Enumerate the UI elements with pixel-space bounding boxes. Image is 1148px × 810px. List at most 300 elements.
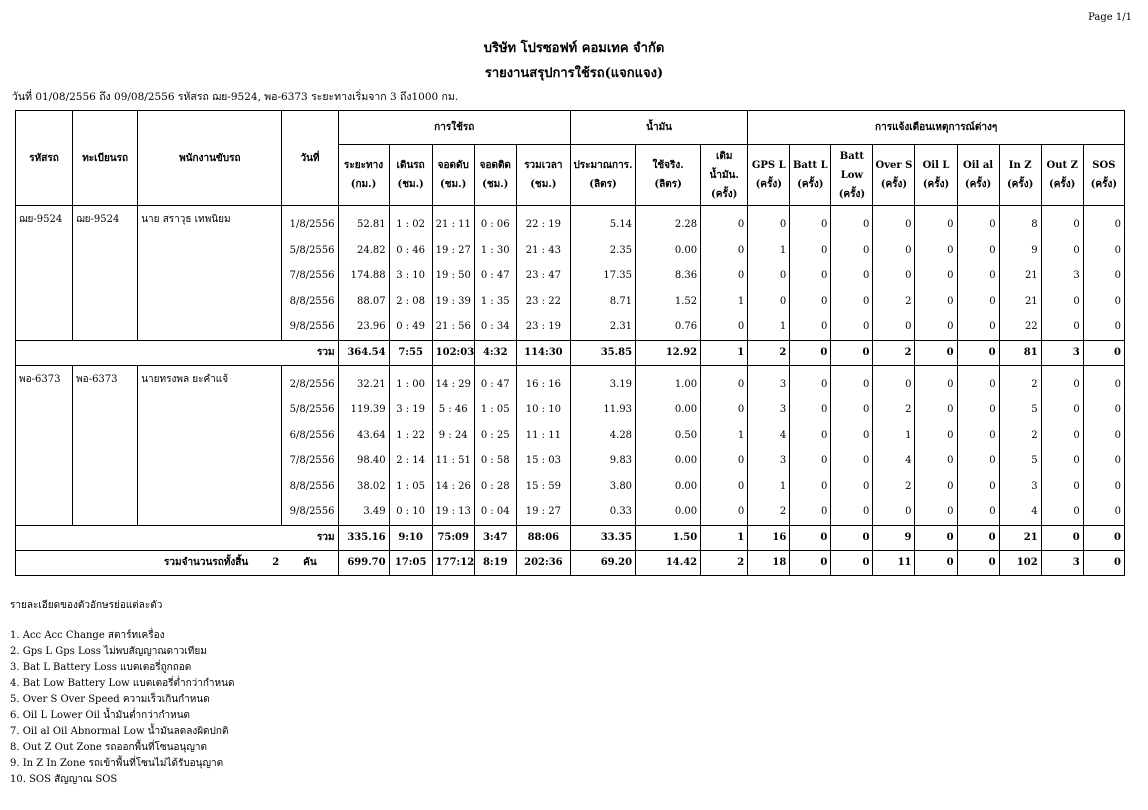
value-cell: 0.00: [636, 397, 701, 423]
value-cell: 0: [957, 238, 999, 264]
value-cell: 0: [957, 314, 999, 340]
table-row: [16, 206, 1125, 238]
value-cell: 4: [999, 499, 1041, 525]
driver-cell: นายทรงพล ยะคำแจ้: [138, 365, 282, 525]
value-cell: 9 : 24: [432, 423, 474, 449]
subtotal-value: 0: [831, 340, 873, 365]
value-cell: 52.81: [338, 206, 389, 238]
plate-cell: พอ-6373: [73, 365, 138, 525]
subtotal-value: 3:47: [474, 525, 516, 550]
value-cell: 0 : 58: [474, 448, 516, 474]
date-cell: 5/8/2556: [282, 238, 338, 264]
value-cell: 0: [701, 397, 748, 423]
grand-total-row: [16, 550, 1125, 575]
value-cell: 0: [790, 289, 831, 315]
value-cell: 0: [831, 238, 873, 264]
subtotal-value: 2: [873, 340, 915, 365]
header-vehicle-code: รหัสรถ: [16, 111, 73, 206]
subtotal-value: 1.50: [636, 525, 701, 550]
header-driving-time: เดินรถ (ชม.): [389, 145, 432, 206]
header-alert-sos: SOS (ครั้ง): [1083, 145, 1124, 206]
value-cell: 0: [748, 289, 790, 315]
value-cell: 1 : 30: [474, 238, 516, 264]
value-cell: 0: [831, 397, 873, 423]
value-cell: 3.80: [570, 474, 635, 500]
date-cell: 1/8/2556: [282, 206, 338, 238]
header-alert-batt-l: Batt L (ครั้ง): [790, 145, 831, 206]
value-cell: 1 : 02: [389, 206, 432, 238]
value-cell: 19 : 27: [516, 499, 570, 525]
value-cell: 0: [1083, 206, 1124, 238]
header-alert-batt-low: Batt Low (ครั้ง): [831, 145, 873, 206]
page-number: Page 1/1: [1088, 12, 1132, 23]
value-cell: 21: [999, 263, 1041, 289]
vehicle-code-cell: ฌย-9524: [16, 206, 73, 341]
value-cell: 0: [790, 365, 831, 397]
notes-list: [10, 628, 234, 788]
header-fuel-group: น้ำมัน: [570, 111, 747, 145]
subtotal-value: 102:03: [432, 340, 474, 365]
date-cell: 7/8/2556: [282, 263, 338, 289]
grand-total-value: 8:19: [474, 550, 516, 575]
value-cell: 0: [1083, 314, 1124, 340]
note-item: 4. Bat Low Battery Low แบตเตอรี่ต่ำกว่ากำหนด: [10, 678, 235, 689]
value-cell: 0 : 06: [474, 206, 516, 238]
value-cell: 0 : 46: [389, 238, 432, 264]
header-alert-over-s: Over S (ครั้ง): [873, 145, 915, 206]
value-cell: 0: [1083, 448, 1124, 474]
value-cell: 0: [873, 206, 915, 238]
grand-total-unit: คัน: [303, 557, 317, 568]
value-cell: 88.07: [338, 289, 389, 315]
subtotal-value: 0: [957, 525, 999, 550]
subtotal-value: 75:09: [432, 525, 474, 550]
subtotal-value: 0: [790, 525, 831, 550]
subtotal-value: 33.35: [570, 525, 635, 550]
value-cell: 0.00: [636, 499, 701, 525]
grand-total-value: 11: [873, 550, 915, 575]
grand-total-value: 0: [790, 550, 831, 575]
value-cell: 0.00: [636, 238, 701, 264]
value-cell: 0 : 49: [389, 314, 432, 340]
subtotal-value: 7:55: [389, 340, 432, 365]
value-cell: 0: [957, 474, 999, 500]
driver-cell: นาย สราวุธ เทพนิยม: [138, 206, 282, 341]
value-cell: 3.19: [570, 365, 635, 397]
value-cell: 3.49: [338, 499, 389, 525]
value-cell: 0: [790, 423, 831, 449]
value-cell: 0: [1083, 397, 1124, 423]
value-cell: 0: [1083, 238, 1124, 264]
value-cell: 0 : 28: [474, 474, 516, 500]
value-cell: 0: [1041, 499, 1083, 525]
value-cell: 2: [873, 289, 915, 315]
value-cell: 1 : 22: [389, 423, 432, 449]
subtotal-value: 335.16: [338, 525, 389, 550]
subtotal-value: 0: [831, 525, 873, 550]
value-cell: 3: [1041, 263, 1083, 289]
value-cell: 21: [999, 289, 1041, 315]
value-cell: 22: [999, 314, 1041, 340]
subtotal-value: 35.85: [570, 340, 635, 365]
value-cell: 2 : 08: [389, 289, 432, 315]
value-cell: 4: [873, 448, 915, 474]
header-alert-group: การแจ้งเตือนเหตุการณ์ต่างๆ: [748, 111, 1125, 145]
value-cell: 0: [957, 448, 999, 474]
date-cell: 7/8/2556: [282, 448, 338, 474]
value-cell: 2.31: [570, 314, 635, 340]
value-cell: 5.14: [570, 206, 635, 238]
value-cell: 0: [701, 206, 748, 238]
value-cell: 8: [999, 206, 1041, 238]
value-cell: 21 : 56: [432, 314, 474, 340]
value-cell: 0: [748, 206, 790, 238]
subtotal-value: 21: [999, 525, 1041, 550]
value-cell: 1 : 05: [474, 397, 516, 423]
value-cell: 0: [790, 397, 831, 423]
table-row: [16, 365, 1125, 397]
subtotal-value: 0: [1083, 525, 1124, 550]
value-cell: 0: [831, 263, 873, 289]
value-cell: 0: [1041, 314, 1083, 340]
value-cell: 3: [748, 365, 790, 397]
value-cell: 174.88: [338, 263, 389, 289]
subtotal-label: รวม: [16, 340, 339, 365]
report-criteria: วันที่ 01/08/2556 ถึง 09/08/2556 รหัสรถ ฌย-9524, พอ-6373 ระยะทางเริ่มจาก 3 ถึง1000 กม.: [12, 91, 459, 103]
value-cell: 0: [748, 263, 790, 289]
value-cell: 5: [999, 448, 1041, 474]
subtotal-value: 12.92: [636, 340, 701, 365]
value-cell: 3: [748, 397, 790, 423]
value-cell: 0: [957, 423, 999, 449]
value-cell: 0: [701, 263, 748, 289]
value-cell: 38.02: [338, 474, 389, 500]
value-cell: 0: [790, 263, 831, 289]
value-cell: 2.28: [636, 206, 701, 238]
value-cell: 11 : 51: [432, 448, 474, 474]
value-cell: 0: [915, 289, 957, 315]
value-cell: 8.71: [570, 289, 635, 315]
vehicle-code-cell: พอ-6373: [16, 365, 73, 525]
value-cell: 19 : 50: [432, 263, 474, 289]
value-cell: 5: [999, 397, 1041, 423]
value-cell: 4.28: [570, 423, 635, 449]
subtotal-value: 0: [957, 340, 999, 365]
value-cell: 1: [873, 423, 915, 449]
value-cell: 1.52: [636, 289, 701, 315]
value-cell: 0: [1041, 397, 1083, 423]
value-cell: 0: [831, 206, 873, 238]
grand-total-value: 14.42: [636, 550, 701, 575]
value-cell: 0 : 34: [474, 314, 516, 340]
value-cell: 0: [790, 474, 831, 500]
subtotal-value: 2: [748, 340, 790, 365]
header-alert-out-z: Out Z (ครั้ง): [1041, 145, 1083, 206]
value-cell: 119.39: [338, 397, 389, 423]
value-cell: 23 : 47: [516, 263, 570, 289]
header-total-time: รวมเวลา (ชม.): [516, 145, 570, 206]
value-cell: 1: [748, 238, 790, 264]
subtotal-label: รวม: [16, 525, 339, 550]
value-cell: 0: [915, 499, 957, 525]
value-cell: 0: [1041, 365, 1083, 397]
grand-total-value: 3: [1041, 550, 1083, 575]
value-cell: 0: [1083, 423, 1124, 449]
value-cell: 0: [1083, 365, 1124, 397]
subtotal-value: 1: [701, 340, 748, 365]
value-cell: 0: [831, 289, 873, 315]
value-cell: 11 : 11: [516, 423, 570, 449]
value-cell: 0: [1041, 448, 1083, 474]
value-cell: 0: [915, 397, 957, 423]
header-idle-engine-on: จอดติด (ชม.): [474, 145, 516, 206]
value-cell: 43.64: [338, 423, 389, 449]
value-cell: 14 : 29: [432, 365, 474, 397]
value-cell: 14 : 26: [432, 474, 474, 500]
value-cell: 4: [748, 423, 790, 449]
grand-total-value: 69.20: [570, 550, 635, 575]
subtotal-value: 88:06: [516, 525, 570, 550]
value-cell: 0: [873, 499, 915, 525]
date-cell: 8/8/2556: [282, 289, 338, 315]
grand-total-value: 0: [831, 550, 873, 575]
header-refuel-count: เติม น้ำมัน. (ครั้ง): [701, 145, 748, 206]
value-cell: 0: [701, 474, 748, 500]
value-cell: 0: [701, 238, 748, 264]
value-cell: 0: [1041, 206, 1083, 238]
value-cell: 17.35: [570, 263, 635, 289]
subtotal-row: [16, 525, 1125, 550]
value-cell: 2: [999, 423, 1041, 449]
value-cell: 0: [790, 499, 831, 525]
value-cell: 0: [831, 423, 873, 449]
value-cell: 0: [915, 206, 957, 238]
value-cell: 21 : 43: [516, 238, 570, 264]
subtotal-value: 364.54: [338, 340, 389, 365]
subtotal-value: 9: [873, 525, 915, 550]
value-cell: 0: [957, 289, 999, 315]
grand-total-value: 202:36: [516, 550, 570, 575]
value-cell: 0: [915, 263, 957, 289]
value-cell: 0: [957, 206, 999, 238]
grand-total-value: 18: [748, 550, 790, 575]
abbreviation-notes: [10, 598, 234, 788]
subtotal-value: 4:32: [474, 340, 516, 365]
value-cell: 0: [957, 499, 999, 525]
value-cell: 0: [873, 263, 915, 289]
value-cell: 1.00: [636, 365, 701, 397]
header-fuel-estimate: ประมาณการ. (ลิตร): [570, 145, 635, 206]
value-cell: 98.40: [338, 448, 389, 474]
value-cell: 24.82: [338, 238, 389, 264]
value-cell: 0: [790, 448, 831, 474]
value-cell: 0.50: [636, 423, 701, 449]
subtotal-value: 0: [1041, 525, 1083, 550]
value-cell: 0: [915, 474, 957, 500]
header-alert-oil-al: Oil al (ครั้ง): [957, 145, 999, 206]
subtotal-value: 0: [915, 525, 957, 550]
note-item: 8. Out Z Out Zone รถออกพื้นที่โซนอนุญาต: [10, 742, 208, 753]
value-cell: 1: [748, 314, 790, 340]
header-alert-oil-l: Oil L (ครั้ง): [915, 145, 957, 206]
value-cell: 2: [748, 499, 790, 525]
note-item: 2. Gps L Gps Loss ไม่พบสัญญาณดาวเทียม: [10, 646, 207, 657]
value-cell: 2: [873, 474, 915, 500]
value-cell: 0: [831, 314, 873, 340]
grand-total-value: 17:05: [389, 550, 432, 575]
value-cell: 0.00: [636, 448, 701, 474]
subtotal-value: 114:30: [516, 340, 570, 365]
value-cell: 3: [748, 448, 790, 474]
header-date: วันที่: [282, 111, 338, 206]
date-cell: 6/8/2556: [282, 423, 338, 449]
value-cell: 0: [957, 397, 999, 423]
value-cell: 1 : 05: [389, 474, 432, 500]
value-cell: 0: [831, 474, 873, 500]
value-cell: 3 : 19: [389, 397, 432, 423]
subtotal-row: [16, 340, 1125, 365]
value-cell: 22 : 19: [516, 206, 570, 238]
value-cell: 32.21: [338, 365, 389, 397]
grand-total-value: 102: [999, 550, 1041, 575]
header-alert-in-z: In Z (ครั้ง): [999, 145, 1041, 206]
header-driver: พนักงานขับรถ: [138, 111, 282, 206]
date-cell: 5/8/2556: [282, 397, 338, 423]
value-cell: 19 : 27: [432, 238, 474, 264]
value-cell: 0: [915, 238, 957, 264]
value-cell: 0: [701, 314, 748, 340]
value-cell: 0.00: [636, 474, 701, 500]
value-cell: 21 : 11: [432, 206, 474, 238]
value-cell: 0: [1083, 289, 1124, 315]
value-cell: 0: [1041, 289, 1083, 315]
subtotal-value: 9:10: [389, 525, 432, 550]
value-cell: 0: [873, 238, 915, 264]
value-cell: 0: [915, 314, 957, 340]
value-cell: 8.36: [636, 263, 701, 289]
value-cell: 0: [1083, 499, 1124, 525]
value-cell: 19 : 39: [432, 289, 474, 315]
subtotal-value: 1: [701, 525, 748, 550]
note-item: 1. Acc Acc Change สตาร์ทเครื่อง: [10, 630, 165, 641]
note-item: 6. Oil L Lower Oil น้ำมันต่ำกว่ากำหนด: [10, 710, 191, 721]
date-cell: 8/8/2556: [282, 474, 338, 500]
subtotal-value: 0: [1083, 340, 1124, 365]
value-cell: 5 : 46: [432, 397, 474, 423]
value-cell: 0: [873, 365, 915, 397]
value-cell: 1: [701, 289, 748, 315]
note-item: 5. Over S Over Speed ความเร็วเกินกำหนด: [10, 694, 210, 705]
header-distance: ระยะทาง (กม.): [338, 145, 389, 206]
value-cell: 2: [873, 397, 915, 423]
grand-total-value: 177:12: [432, 550, 474, 575]
value-cell: 9: [999, 238, 1041, 264]
value-cell: 3 : 10: [389, 263, 432, 289]
value-cell: 1: [748, 474, 790, 500]
value-cell: 1: [701, 423, 748, 449]
header-plate: ทะเบียนรถ: [73, 111, 138, 206]
grand-total-text: รวมจำนวนรถทั้งสิ้น: [164, 557, 249, 568]
report-title: รายงานสรุปการใช้รถ(แจกแจง): [484, 66, 664, 81]
grand-total-value: 2: [701, 550, 748, 575]
value-cell: 10 : 10: [516, 397, 570, 423]
value-cell: 16 : 16: [516, 365, 570, 397]
value-cell: 2 : 14: [389, 448, 432, 474]
note-item: 10. SOS สัญญาณ SOS: [10, 774, 118, 785]
value-cell: 0: [915, 448, 957, 474]
value-cell: 0: [957, 263, 999, 289]
value-cell: 0: [873, 314, 915, 340]
plate-cell: ฌย-9524: [73, 206, 138, 341]
value-cell: 1 : 35: [474, 289, 516, 315]
value-cell: 0 : 47: [474, 263, 516, 289]
value-cell: 9.83: [570, 448, 635, 474]
value-cell: 0: [915, 365, 957, 397]
note-item: 3. Bat L Battery Loss แบตเตอรี่ถูกถอด: [10, 662, 192, 673]
value-cell: 0 : 47: [474, 365, 516, 397]
header-alert-gps-l: GPS L (ครั้ง): [748, 145, 790, 206]
header-usage-group: การใช้รถ: [338, 111, 570, 145]
date-cell: 9/8/2556: [282, 499, 338, 525]
value-cell: 23.96: [338, 314, 389, 340]
notes-heading: รายละเอียดของตัวอักษรย่อแต่ละตัว: [10, 600, 163, 611]
value-cell: 0 : 04: [474, 499, 516, 525]
value-cell: 0.76: [636, 314, 701, 340]
header-fuel-used: ใช้จริง. (ลิตร): [636, 145, 701, 206]
date-cell: 2/8/2556: [282, 365, 338, 397]
value-cell: 0: [957, 365, 999, 397]
date-cell: 9/8/2556: [282, 314, 338, 340]
subtotal-value: 81: [999, 340, 1041, 365]
usage-report-table: [15, 110, 1125, 576]
value-cell: 2: [999, 365, 1041, 397]
value-cell: 3: [999, 474, 1041, 500]
value-cell: 23 : 22: [516, 289, 570, 315]
value-cell: 0: [790, 238, 831, 264]
value-cell: 0 : 10: [389, 499, 432, 525]
value-cell: 0: [831, 499, 873, 525]
value-cell: 1 : 00: [389, 365, 432, 397]
value-cell: 0: [1083, 263, 1124, 289]
subtotal-value: 0: [915, 340, 957, 365]
grand-total-value: 0: [1083, 550, 1124, 575]
value-cell: 0: [701, 499, 748, 525]
value-cell: 0: [790, 314, 831, 340]
subtotal-value: 16: [748, 525, 790, 550]
value-cell: 0: [701, 448, 748, 474]
value-cell: 0: [1041, 238, 1083, 264]
company-name: บริษัท โปรซอฟท์ คอมเทค จำกัด: [483, 41, 665, 56]
grand-total-label: [16, 550, 339, 575]
grand-total-value: 699.70: [338, 550, 389, 575]
value-cell: 0: [1041, 423, 1083, 449]
grand-total-value: 0: [915, 550, 957, 575]
value-cell: 11.93: [570, 397, 635, 423]
note-item: 7. Oil al Oil Abnormal Low น้ำมันลดลงผิดปกติ: [10, 726, 229, 737]
value-cell: 2.35: [570, 238, 635, 264]
value-cell: 0: [1083, 474, 1124, 500]
value-cell: 0: [701, 365, 748, 397]
value-cell: 15 : 59: [516, 474, 570, 500]
value-cell: 23 : 19: [516, 314, 570, 340]
value-cell: 0 : 25: [474, 423, 516, 449]
value-cell: 0: [831, 365, 873, 397]
value-cell: 15 : 03: [516, 448, 570, 474]
header-idle-engine-off: จอดดับ (ชม.): [432, 145, 474, 206]
value-cell: 0: [915, 423, 957, 449]
subtotal-value: 3: [1041, 340, 1083, 365]
value-cell: 0: [1041, 474, 1083, 500]
